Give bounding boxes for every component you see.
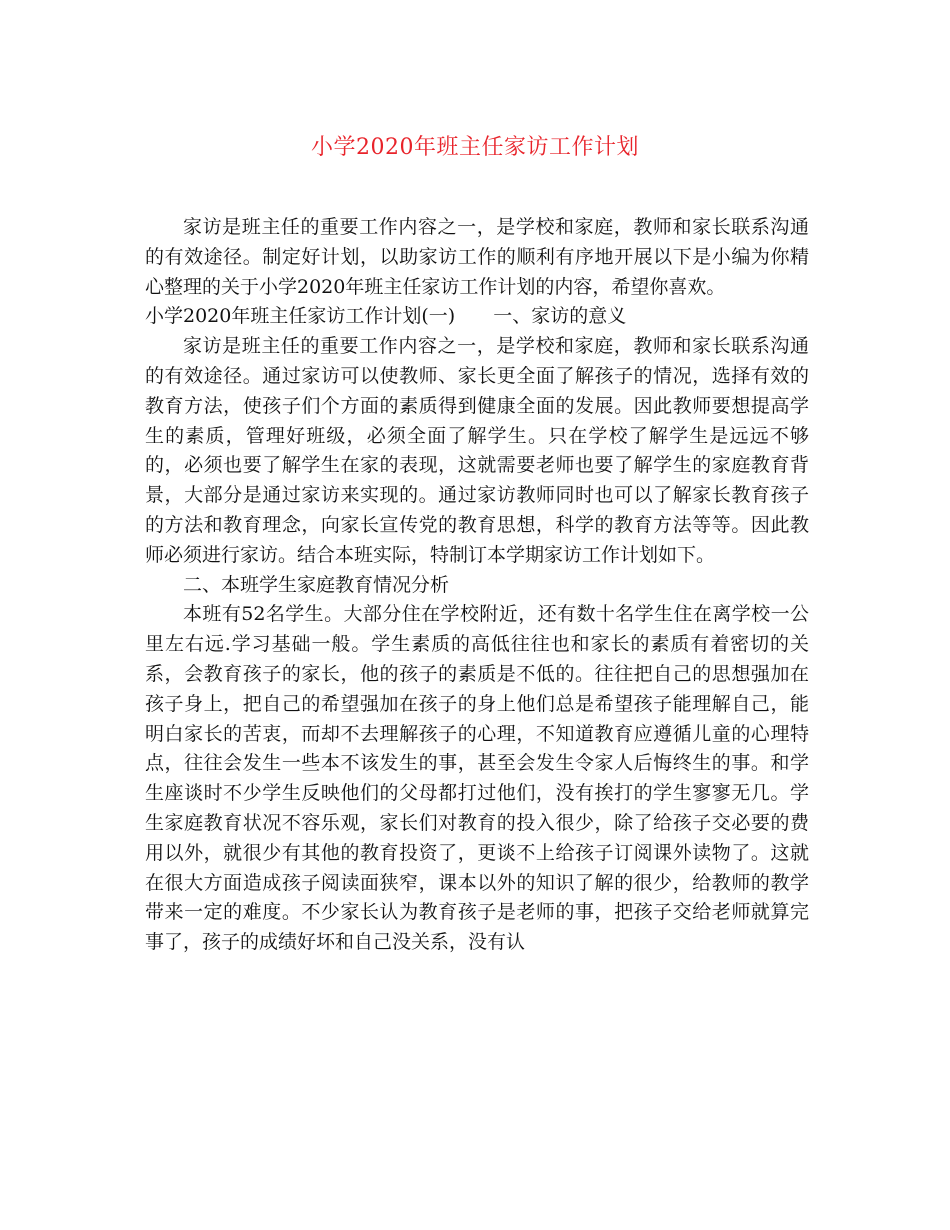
plan-one-title: 小学2020年班主任家访工作计划(一) [145,305,456,328]
intro-paragraph: 家访是班主任的重要工作内容之一，是学校和家庭，教师和家长联系沟通的有效途径。制定好计划，以助家访工作的顺利有序地开展以下是小编为你精心整理的关于小学2020年班主任家访工作计划的内容，希望你喜欢。 [145,216,809,298]
section-one-paragraph: 家访是班主任的重要工作内容之一，是学校和家庭，教师和家长联系沟通的有效途径。通过家访可以使教师、家长更全面了解孩子的情况，选择有效的教育方法，使孩子们个方面的素质得到健康全面的发展。因此教师要想提高学生的素质，管理好班级，必须全面了解学生。只在学校了解学生是远远不够的，必须也要了解学生在家的表现，这就需要老师也要了解学生的家庭教育背景，大部分是通过家访来实现的。通过家访教师同时也可以了解家长教育孩子的方法和教育理念，向家长宣传党的教育思想，科学的教育方法等等。因此教师必须进行家访。结合本班实际，特制订本学期家访工作计划如下。 [145,335,809,566]
plan-heading-line [145,302,809,332]
section-two-heading: 二、本班学生家庭教育情况分析 [183,573,450,596]
document-body [145,213,809,958]
section-two-paragraph: 本班有52名学生。大部分住在学校附近，还有数十名学生住在离学校一公里左右远.学习基础一般。学生素质的高低往往也和家长的素质有着密切的关系，会教育孩子的家长，他的孩子的素质是不低的。往往把自己的思想强加在孩子身上，把自己的希望强加在孩子的身上他们总是希望孩子能理解自己，能明白家长的苦衷，而却不去理解孩子的心理，不知道教育应遵循儿童的心理特点，往往会发生一些本不该发生的事，甚至会发生令家人后悔终生的事。和学生座谈时不少学生反映他们的父母都打过他们，没有挨打的学生寥寥无几。学生家庭教育状况不容乐观，家长们对教育的投入很少，除了给孩子交必要的费用以外，就很少有其他的教育投资了，更谈不上给孩子订阅课外读物了。这就在很大方面造成孩子阅读面狭窄，课本以外的知识了解的很少，给教师的教学带来一定的难度。不少家长认为教育孩子是老师的事，把孩子交给老师就算完事了，孩子的成绩好坏和自己没关系，没有认 [145,603,809,954]
section-one-heading: 一、家访的意义 [493,305,627,328]
document-title: 小学2020年班主任家访工作计划 [311,135,639,160]
